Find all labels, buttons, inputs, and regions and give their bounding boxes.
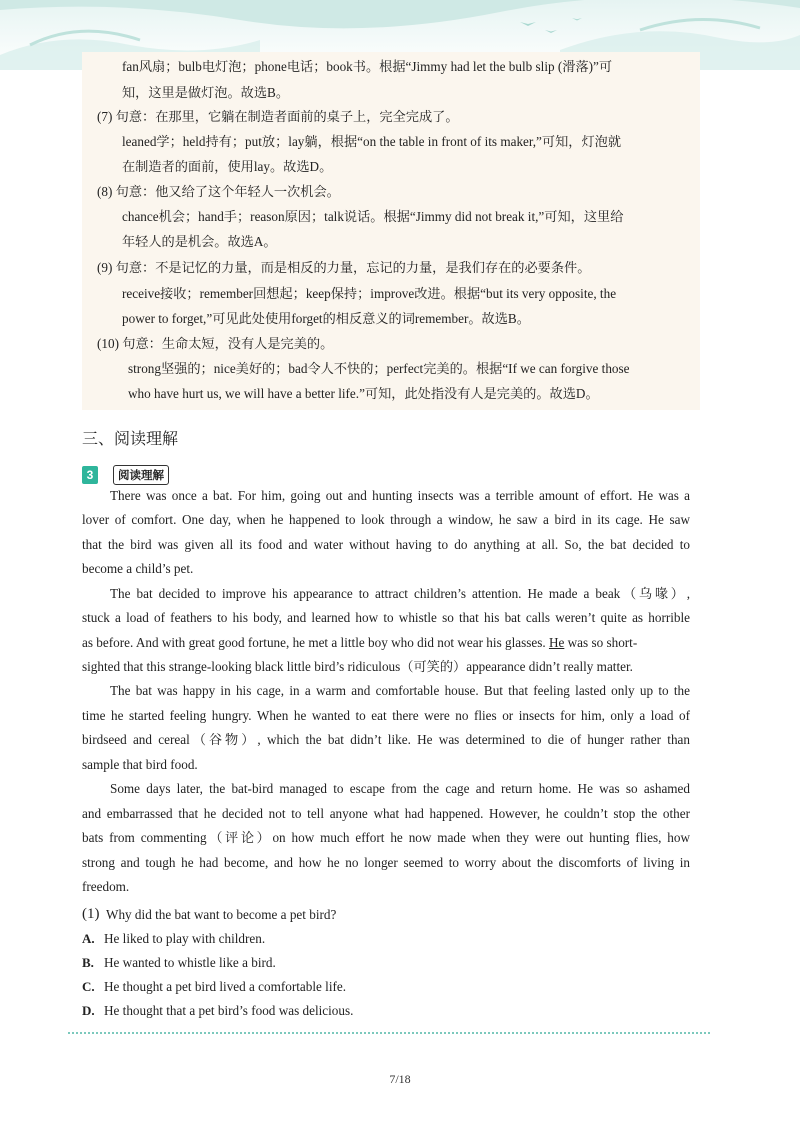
option-d-letter: D. [82,1003,95,1018]
passage-line [82,634,637,652]
option-a-text[interactable]: He liked to play with children. [104,931,266,946]
passage-line: freedom. [82,879,130,894]
option-d-text[interactable]: He thought that a pet bird’s food was delicious. [104,1003,354,1018]
question-number-badge: 3 [82,466,98,484]
passage-line: birdseed and cereal（谷物）, which the bat didn’t like. He was determined to die of hunger rather than [82,732,690,747]
option-b-text[interactable]: He wanted to whistle like a bird. [104,955,276,970]
underlined-word: He [548,635,565,650]
passage-line: strong and tough he had become, and how he no longer seemed to worry about the discomforts of living in [82,855,690,870]
passage-line: sample that bird food. [82,757,198,772]
passage-line: Some days later, the bat-bird managed to escape from the cage and return home. He was so ashamed [110,781,690,796]
answer-line: receive接收；remember回想起；keep保持；improve改进。根据“but its very opposite, the [122,286,617,301]
page-number: 7/18 [389,1072,411,1086]
answer-explanation-box [82,52,700,410]
answer-line: power to forget,”可见此处使用forget的相反意义的词remember。故选B。 [122,311,530,326]
passage-line: lover of comfort. One day, when he happened to look through a window, he saw a bird in its cage. He saw [82,512,690,527]
passage-line: There was once a bat. For him, going out and hunting insects was a terrible amount of effort. He was a [110,488,690,503]
question-text: Why did the bat want to become a pet bird? [106,907,337,922]
passage-line: that the bird was given all its food and water without having to do anything at all. So, the bat decided to [82,537,690,552]
answer-line: 在制造者的面前，使用lay。故选D。 [122,159,333,174]
answer-line: 知，这里是做灯泡。故选B。 [122,85,290,100]
answer-item-7: (7) 句意：在那里，它躺在制造者面前的桌子上，完全完成了。 [97,109,459,124]
passage-line: bats from commenting（评论）on how much effort he now made when they were out hunting flies, how [82,830,690,845]
option-c-letter: C. [82,979,95,994]
section-title: 三、阅读理解 [82,429,179,448]
passage-line: time he started feeling hungry. When he wanted to eat there were no flies or insects for him, only a load of [82,708,690,723]
passage-text: was so short- [564,635,638,650]
answer-line: who have hurt us, we will have a better life.”可知，此处指没有人是完美的。故选D。 [128,386,599,401]
answer-line: chance机会；hand手；reason原因；talk说话。根据“Jimmy did not break it,”可知，这里给 [122,209,624,224]
passage-line: become a child’s pet. [82,561,194,576]
answer-line: leaned学；held持有；put放；lay躺，根据“on the table in front of its maker,”可知，灯泡就 [122,134,622,149]
passage-line: and embarrassed that he decided not to tell anyone what had happened. However, he couldn’t stop the other [82,806,690,821]
passage-text: as before. And with great good fortune, he met a little boy who did not wear his glasses. [82,635,546,650]
option-a-letter: A. [82,931,95,946]
answer-item-8: (8) 句意：他又给了这个年轻人一次机会。 [97,184,340,199]
answer-line: strong坚强的；nice美好的；bad令人不快的；perfect完美的。根据“If we can forgive those [128,361,630,376]
option-c-text[interactable]: He thought a pet bird lived a comfortable life. [104,979,347,994]
passage-line: sighted that this strange-looking black little bird’s ridiculous（可笑的）appearance didn’t really matter. [82,659,633,674]
answer-item-9: (9) 句意：不是记忆的力量，而是相反的力量，忘记的力量，是我们存在的必要条件。 [97,260,591,275]
passage-line: The bat was happy in his cage, in a warm and comfortable house. But that feeling lasted only up to the [110,683,690,698]
passage-line: stuck a load of feathers to his body, and learned how to whistle so that his bat calls weren’t quite as horrible [82,610,690,625]
answer-line: fan风扇；bulb电灯泡；phone电话；book书。根据“Jimmy had let the bulb slip (滑落)”可 [122,59,613,74]
option-b-letter: B. [82,955,94,970]
question-type-label: 阅读理解 [113,465,169,485]
question-number: (1) [82,906,100,922]
answer-line: 年轻人的是机会。故选A。 [122,234,277,249]
answer-item-10: (10) 句意：生命太短，没有人是完美的。 [97,336,334,351]
passage-line: The bat decided to improve his appearance to attract children’s attention. He made a beak（乌喙）, [110,586,690,601]
dotted-divider [68,1032,710,1034]
